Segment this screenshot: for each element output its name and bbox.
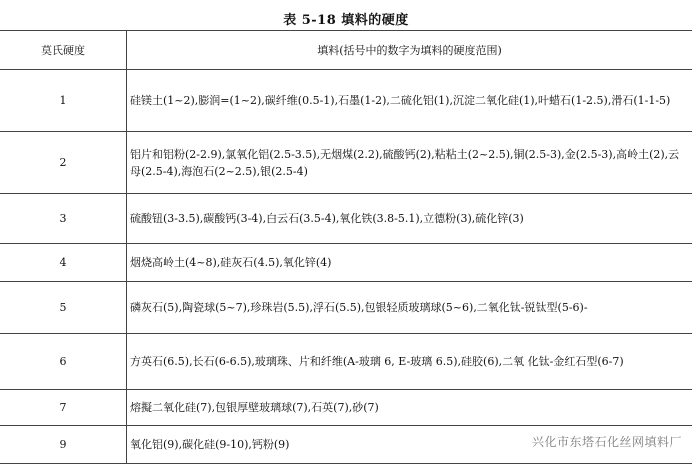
fillers-cell: 氧化铝(9),碳化硅(9-10),钙粉(9)	[127, 426, 692, 464]
table-row	[0, 132, 692, 194]
fillers-cell: 磷灰石(5),陶瓷球(5~7),珍珠岩(5.5),浮石(5.5),包银轻质玻璃球(5~6),二氧化钛-锐钛型(5-6)-	[127, 282, 692, 334]
hardness-cell: 5	[0, 282, 127, 334]
hardness-cell: 6	[0, 334, 127, 390]
fillers-cell: 烟烧高岭土(4~8),硅灰石(4.5),氧化锌(4)	[127, 244, 692, 282]
table-title: 表 5-18 填料的硬度	[0, 9, 692, 28]
table-row	[0, 70, 692, 132]
fillers-cell: 硅镁土(1~2),膨润=(1~2),碳纤维(0.5-1),石墨(1-2),二硫化铝(1),沉淀二氧化硅(1),叶蜡石(1-2.5),滑石(1-1-5)	[127, 70, 692, 132]
hardness-cell: 3	[0, 194, 127, 244]
column-header-hardness: 莫氏硬度	[0, 31, 127, 70]
fillers-cell: 熔擬二氧化硅(7),包银厚壁玻璃球(7),石英(7),砂(7)	[127, 390, 692, 426]
table-row	[0, 194, 692, 244]
table-row	[0, 282, 692, 334]
column-header-fillers: 填料(括号中的数字为填料的硬度范围)	[127, 31, 692, 70]
table-row	[0, 244, 692, 282]
fillers-cell: 铝片和铝粉(2-2.9),氯氧化铝(2.5-3.5),无烟煤(2.2),硫酸钙(2),粘粘土(2~2.5),铜(2.5-3),金(2.5-3),高岭土(2),云母(2.5-4),海泡石(2~2.5),银(2.5-4)	[127, 132, 692, 194]
hardness-cell: 2	[0, 132, 127, 194]
watermark-text: 兴化市东塔石化丝网填料厂	[532, 433, 682, 450]
fillers-cell: 方英石(6.5),长石(6-6.5),玻璃珠、片和纤维(A-玻璃 6, E-玻璃 6.5),硅胶(6),二氧 化钛-金红石型(6-7)	[127, 334, 692, 390]
hardness-table	[0, 30, 692, 464]
hardness-cell: 7	[0, 390, 127, 426]
hardness-cell: 4	[0, 244, 127, 282]
table-row	[0, 334, 692, 390]
table-header-row	[0, 31, 692, 70]
table-row	[0, 390, 692, 426]
hardness-cell: 1	[0, 70, 127, 132]
fillers-cell: 硫酸钮(3-3.5),碳酸钙(3-4),白云石(3.5-4),氧化铁(3.8-5.1),立德粉(3),硫化锌(3)	[127, 194, 692, 244]
hardness-cell: 9	[0, 426, 127, 464]
